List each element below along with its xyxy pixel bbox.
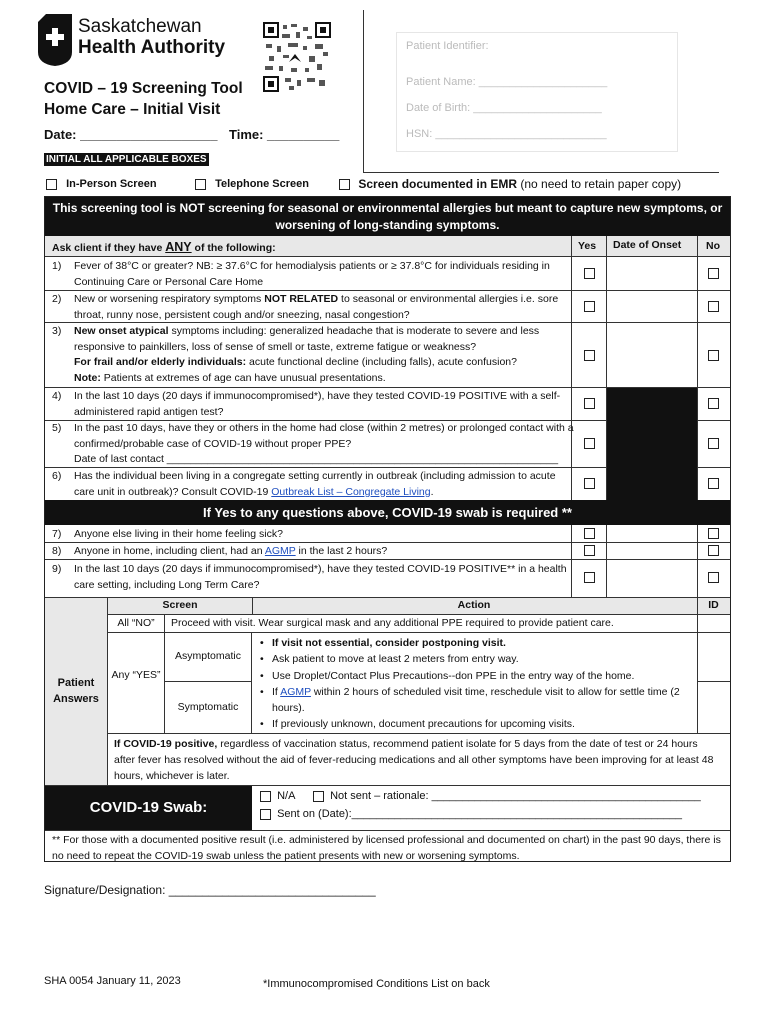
q9-no-checkbox[interactable] [708,572,719,583]
org-name-line2: Health Authority [78,37,226,58]
swab-na-option[interactable]: N/A [260,790,295,802]
swab-not-sent-checkbox[interactable] [313,791,324,802]
time-field[interactable]: Time: __________ [229,127,340,142]
q4-yes-checkbox[interactable] [584,398,595,409]
patient-identifier-label: Patient Identifier: [406,40,489,52]
in-person-checkbox[interactable] [46,179,57,190]
action-header: Action [457,599,491,611]
q9-yes-checkbox[interactable] [584,572,595,583]
org-name-line1: Saskatchewan [78,16,202,37]
qr-code [263,22,331,92]
emr-screen-option[interactable]: Screen documented in EMR (no need to retain paper copy) [339,177,681,191]
telephone-screen-option[interactable]: Telephone Screen [195,178,309,190]
bullet-distance: • Ask patient to move at least 2 meters from entry way. [260,651,695,667]
all-no-label: All “NO” [117,617,155,629]
q3-yes-checkbox[interactable] [584,350,595,361]
date-onset-blocked [607,388,697,500]
q5-no-checkbox[interactable] [708,438,719,449]
swab-not-sent-option[interactable]: Not sent – rationale: ____________________________________________ [313,790,701,802]
any-yes-label: Any “YES” [111,669,161,681]
all-no-action: Proceed with visit. Wear surgical mask and any additional PPE required to provide patient care. [171,617,614,629]
bullet-precautions: • Use Droplet/Contact Plus Precautions--don PPE in the entry way of the home. [260,668,695,684]
swab-na-checkbox[interactable] [260,791,271,802]
no-column-header: No [706,240,720,252]
q7-no-checkbox[interactable] [708,528,719,539]
bullet-document: • If previously unknown, document precautions for upcoming visits. [260,716,695,732]
q1-yes-checkbox[interactable] [584,268,595,279]
asymptomatic-label: Asymptomatic [175,650,241,662]
divider [363,172,719,173]
allergy-notice-banner: This screening tool is NOT screening for seasonal or environmental allergies but meant to capture new symptoms, or worsening of long-standing symptoms. [45,197,730,236]
id-header: ID [708,599,719,611]
date-of-onset-header: Date of Onset [613,239,682,251]
in-person-screen-option[interactable]: In-Person Screen [46,178,157,190]
bullet-agmp: • If AGMP within 2 hours of scheduled visit time, reschedule visit to allow for settle time (2 hours). [260,684,695,717]
swab-sent-checkbox[interactable] [260,809,271,820]
symptomatic-label: Symptomatic [177,701,239,713]
signature-field[interactable]: Signature/Designation: _______________________________ [44,883,376,897]
q6-no-checkbox[interactable] [708,478,719,489]
q8-no-checkbox[interactable] [708,545,719,556]
sha-shield-icon [38,14,72,66]
yes-action-list [260,635,695,733]
hsn-field[interactable]: HSN: ____________________________ [406,128,607,140]
swab-sent-option[interactable]: Sent on (Date):______________________________________________________ [260,808,682,820]
date-of-birth-field[interactable]: Date of Birth: _____________________ [406,102,602,114]
initial-boxes-banner: INITIAL ALL APPLICABLE BOXES [46,154,207,165]
form-title: COVID – 19 Screening Tool Home Care – Initial Visit [44,80,243,118]
ask-client-header: Ask client if they have ANY of the following: [52,240,276,254]
outbreak-list-link[interactable]: Outbreak List – Congregate Living [271,485,431,498]
q8-yes-checkbox[interactable] [584,545,595,556]
q5-yes-checkbox[interactable] [584,438,595,449]
bullet-postpone: • If visit not essential, consider postponing visit. [260,635,695,651]
q4-no-checkbox[interactable] [708,398,719,409]
positive-isolation-note: If COVID-19 positive, regardless of vaccination status, recommend patient isolate for 5 days from the date of test or 24 hours after fever has resolved without the aid of fever-reducing medications and all other symptoms have been improving for at least 48 hours, whichever is later. [114,738,714,782]
q3-no-checkbox[interactable] [708,350,719,361]
form-code: SHA 0054 January 11, 2023 [44,975,181,987]
footnote-positive-result: ** For those with a documented positive result (i.e. administered by licensed professional and documented on chart) in the past 90 days, there is no need to repeat the COVID-19 swab unless the patient presents with new or worsening symptoms. [52,834,721,862]
footer-note: *Immunocompromised Conditions List on back [263,978,490,990]
agmp-link[interactable]: AGMP [264,545,296,557]
q7-yes-checkbox[interactable] [584,528,595,539]
patient-answers-label: Patient Answers [53,677,99,705]
patient-name-field[interactable]: Patient Name: _____________________ [406,76,608,88]
q2-no-checkbox[interactable] [708,301,719,312]
agmp-link[interactable]: AGMP [280,685,311,698]
telephone-checkbox[interactable] [195,179,206,190]
date-field[interactable]: Date: ___________________ [44,127,218,142]
swab-required-banner: If Yes to any questions above, COVID-19 swab is required ** [45,500,730,525]
q2-yes-checkbox[interactable] [584,301,595,312]
q1-no-checkbox[interactable] [708,268,719,279]
yes-column-header: Yes [578,240,597,252]
divider [363,10,364,173]
date-last-contact-field[interactable]: Date of last contact ___________________________________________________________________ [74,453,559,465]
screen-header: Screen [162,599,198,611]
emr-checkbox[interactable] [339,179,350,190]
q6-yes-checkbox[interactable] [584,478,595,489]
covid-swab-label: COVID-19 Swab: [45,786,252,830]
